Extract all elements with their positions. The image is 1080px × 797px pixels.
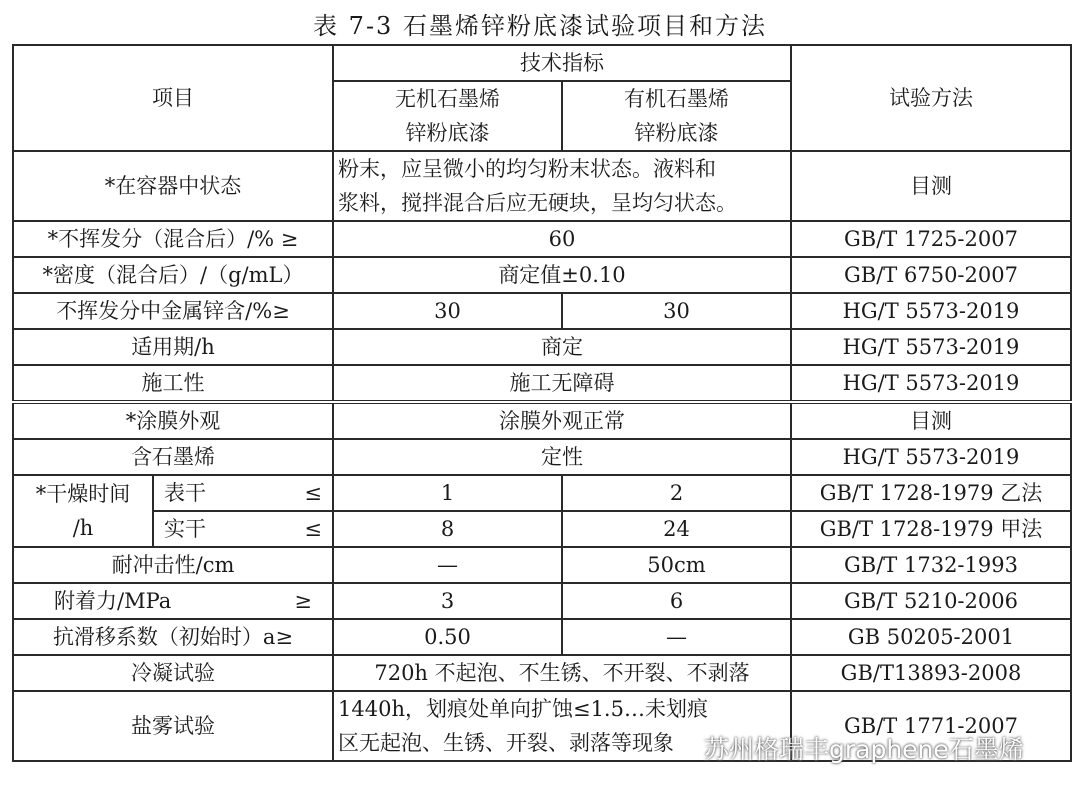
row-spec: 商定 bbox=[333, 329, 791, 365]
row-method: HG/T 5573-2019 bbox=[791, 365, 1071, 402]
adhesion-sign: ≥ bbox=[294, 589, 312, 613]
row-item: 含石墨烯 bbox=[13, 439, 333, 475]
row-spec: 720h 不起泡、不生锈、不开裂、不剥落 bbox=[333, 655, 791, 691]
header-spec: 技术指标 bbox=[333, 45, 791, 81]
row-item: 不挥发分中金属锌含/%≥ bbox=[13, 293, 333, 329]
row-spec: 商定值±0.10 bbox=[333, 257, 791, 293]
row-method: GB/T 1728-1979 甲法 bbox=[791, 511, 1071, 547]
row-method: GB/T 1732-1993 bbox=[791, 547, 1071, 583]
row-inorganic: 8 bbox=[333, 511, 562, 547]
hard-dry-label bbox=[153, 511, 333, 547]
adhesion-text: 附着力/MPa bbox=[54, 589, 172, 613]
hard-dry-text: 实干 bbox=[164, 517, 206, 541]
row-method: GB/T13893-2008 bbox=[791, 655, 1071, 691]
row-spec-line1: 1440h，划痕处单向扩蚀≤1.5…未划痕 bbox=[338, 697, 708, 721]
row-method: 目测 bbox=[791, 151, 1071, 221]
row-item: 抗滑移系数（初始时）a≥ bbox=[13, 619, 333, 655]
table-row bbox=[13, 583, 1071, 619]
table-row bbox=[13, 221, 1071, 257]
table-row bbox=[13, 619, 1071, 655]
header-inorganic bbox=[333, 81, 562, 151]
surface-dry-label bbox=[153, 475, 333, 511]
row-item: 盐雾试验 bbox=[13, 691, 333, 761]
row-organic: 6 bbox=[562, 583, 791, 619]
row-item: 适用期/h bbox=[13, 329, 333, 365]
row-method: GB/T 5210-2006 bbox=[791, 583, 1071, 619]
row-method: GB/T 1725-2007 bbox=[791, 221, 1071, 257]
header-inorganic-line1: 无机石墨烯 bbox=[395, 87, 500, 111]
row-item: 耐冲击性/cm bbox=[13, 547, 333, 583]
row-item bbox=[13, 583, 333, 619]
drying-time-label bbox=[13, 475, 153, 547]
wechat-icon bbox=[672, 738, 700, 760]
row-method: HG/T 5573-2019 bbox=[791, 439, 1071, 475]
table-row bbox=[13, 257, 1071, 293]
row-item: *密度（混合后）/（g/mL） bbox=[13, 257, 333, 293]
row-organic: — bbox=[562, 619, 791, 655]
row-inorganic: 1 bbox=[333, 475, 562, 511]
header-inorganic-line2: 锌粉底漆 bbox=[405, 121, 490, 145]
row-item: *涂膜外观 bbox=[13, 402, 333, 439]
drying-time-line1: *干燥时间 bbox=[35, 482, 131, 506]
table-row bbox=[13, 547, 1071, 583]
row-spec bbox=[333, 151, 791, 221]
row-item: 冷凝试验 bbox=[13, 655, 333, 691]
row-spec-line2: 区无起泡、生锈、开裂、剥落等现象 bbox=[338, 731, 674, 755]
table-row bbox=[13, 402, 1071, 439]
header-organic-line2: 锌粉底漆 bbox=[634, 121, 719, 145]
row-method: 目测 bbox=[791, 402, 1071, 439]
row-inorganic: 0.50 bbox=[333, 619, 562, 655]
row-method: HG/T 5573-2019 bbox=[791, 293, 1071, 329]
header-organic bbox=[562, 81, 791, 151]
row-method: GB 50205-2001 bbox=[791, 619, 1071, 655]
row-method: GB/T 1771-2007 bbox=[791, 691, 1071, 761]
surface-dry-sign: ≤ bbox=[304, 481, 322, 505]
table-row bbox=[13, 45, 1071, 81]
row-spec: 施工无障碍 bbox=[333, 365, 791, 402]
table-row bbox=[13, 329, 1071, 365]
row-spec-line2: 浆料，搅拌混合后应无硬块，呈均匀状态。 bbox=[338, 191, 737, 215]
row-spec: 60 bbox=[333, 221, 791, 257]
row-spec: 涂膜外观正常 bbox=[333, 402, 791, 439]
row-organic: 2 bbox=[562, 475, 791, 511]
table-row bbox=[13, 151, 1071, 221]
table-row bbox=[13, 511, 1071, 547]
row-item: 施工性 bbox=[13, 365, 333, 402]
test-methods-table bbox=[12, 44, 1072, 762]
header-item: 项目 bbox=[13, 45, 333, 151]
row-organic: 50cm bbox=[562, 547, 791, 583]
header-method: 试验方法 bbox=[791, 45, 1071, 151]
hard-dry-sign: ≤ bbox=[304, 517, 322, 541]
table-row bbox=[13, 293, 1071, 329]
row-item: *不挥发分（混合后）/% ≥ bbox=[13, 221, 333, 257]
row-spec-line1: 粉末，应呈微小的均匀粉末状态。液料和 bbox=[338, 157, 716, 181]
row-inorganic: 30 bbox=[333, 293, 562, 329]
row-inorganic: — bbox=[333, 547, 562, 583]
drying-time-line2: /h bbox=[72, 516, 94, 540]
row-method: GB/T 6750-2007 bbox=[791, 257, 1071, 293]
table-row bbox=[13, 475, 1071, 511]
table-row bbox=[13, 439, 1071, 475]
header-organic-line1: 有机石墨烯 bbox=[624, 87, 729, 111]
row-spec: 定性 bbox=[333, 439, 791, 475]
surface-dry-text: 表干 bbox=[164, 481, 206, 505]
watermark-text: 苏州格瑞丰graphene石墨烯 bbox=[704, 735, 1024, 764]
row-organic: 24 bbox=[562, 511, 791, 547]
table-row bbox=[13, 655, 1071, 691]
table-row bbox=[13, 365, 1071, 402]
table-title: 表 7-3 石墨烯锌粉底漆试验项目和方法 bbox=[313, 12, 767, 40]
watermark bbox=[672, 730, 1024, 766]
row-method: GB/T 1728-1979 乙法 bbox=[791, 475, 1071, 511]
row-inorganic: 3 bbox=[333, 583, 562, 619]
row-method: HG/T 5573-2019 bbox=[791, 329, 1071, 365]
row-item: *在容器中状态 bbox=[13, 151, 333, 221]
row-organic: 30 bbox=[562, 293, 791, 329]
